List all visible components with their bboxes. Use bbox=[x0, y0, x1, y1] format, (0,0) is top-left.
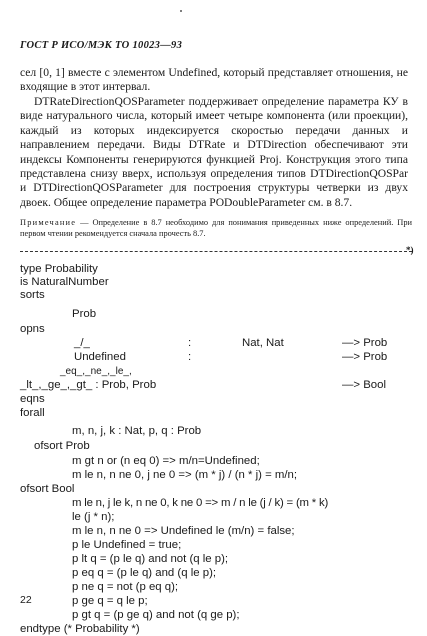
code-line: m le n, j le k, n ne 0, k ne 0 => m / n le (j / k) = (m * k) bbox=[72, 497, 329, 509]
note-text: — Определение в 8.7 необходимо для понимания приведенных ниже определений. При первом чтении рекомендуется сначала прочесть 8.7. bbox=[20, 218, 412, 238]
code-line: p eq q = (p le q) and (q le p); bbox=[72, 567, 217, 579]
divider-line bbox=[20, 251, 412, 252]
code-line: _/_ bbox=[74, 337, 90, 349]
code-line: is NaturalNumber bbox=[20, 276, 109, 288]
code-line: m gt n or (n eq 0) => m/n=Undefined; bbox=[72, 455, 260, 467]
code-line: p ne q = not (p eq q); bbox=[72, 581, 179, 593]
code-line: eqns bbox=[20, 393, 45, 405]
opn-colon: : bbox=[188, 351, 192, 363]
code-line: m, n, j, k : Nat, p, q : Prob bbox=[72, 425, 202, 437]
code-line: sorts bbox=[20, 289, 45, 301]
code-line: ofsort Prob bbox=[34, 440, 90, 452]
code-line: le (j * n); bbox=[72, 511, 115, 523]
scan-speck bbox=[180, 10, 182, 12]
code-line: endtype (* Probability *) bbox=[20, 623, 140, 635]
code-line: p lt q = (p le q) and not (q le p); bbox=[72, 553, 229, 565]
opn-result: —> Prob bbox=[342, 351, 388, 363]
code-line: p ge q = q le p; bbox=[72, 595, 148, 607]
code-line: p le Undefined = true; bbox=[72, 539, 182, 551]
code-line: forall bbox=[20, 407, 45, 419]
code-line: type Probability bbox=[20, 263, 98, 275]
paragraph-2: DTRateDirectionQOSParameter поддерживает определение параметра КУ в виде натурального числа, который имеет четыре компонента (или проекции), каждый из которых индексируется скоростью передачи данных и направлением передачи. Виды DTRate и DTDirection обеспечивают эти индексы Компоненты генерируются функцией Proj. Конструкция этого типа представлена снизу вверх, используя определения типов DTDirectionQOSPar и DTDirectionQOSParameter для построения структуры четверки из двух двоек. Общее определение параметра PODoubleParameter см. в 8.7. bbox=[20, 95, 408, 209]
opn-colon: : bbox=[188, 337, 192, 349]
opn-result: —> Bool bbox=[342, 379, 387, 391]
code-line: opns bbox=[20, 323, 45, 335]
code-line: Undefined bbox=[74, 351, 126, 363]
note-label: Примечание bbox=[20, 218, 77, 227]
opn-args: Nat, Nat bbox=[242, 337, 284, 349]
page-number: 22 bbox=[20, 594, 32, 606]
opn-result: —> Prob bbox=[342, 337, 388, 349]
code-line: m le n, n ne 0 => Undefined le (m/n) = false; bbox=[72, 525, 295, 537]
code-line: ofsort Bool bbox=[20, 483, 75, 495]
code-line: m le n, n ne 0, j ne 0 => (m * j) / (n * j) = m/n; bbox=[72, 469, 298, 481]
code-line: p gt q = (p ge q) and not (q ge p); bbox=[72, 609, 240, 621]
note bbox=[20, 218, 412, 239]
page-header: ГОСТ Р ИСО/МЭК ТО 10023—93 bbox=[20, 40, 183, 51]
code-line: Prob bbox=[72, 308, 97, 320]
divider-mark: *) bbox=[406, 245, 414, 255]
code-line: _eq_,_ne_,_le_, bbox=[60, 366, 132, 377]
paragraph-1: сел [0, 1] вместе с элементом Undefined, который представляет отношения, не входящие в этот интервал. bbox=[20, 66, 408, 94]
code-line: _lt_,_ge_,_gt_ : Prob, Prob bbox=[20, 379, 157, 391]
